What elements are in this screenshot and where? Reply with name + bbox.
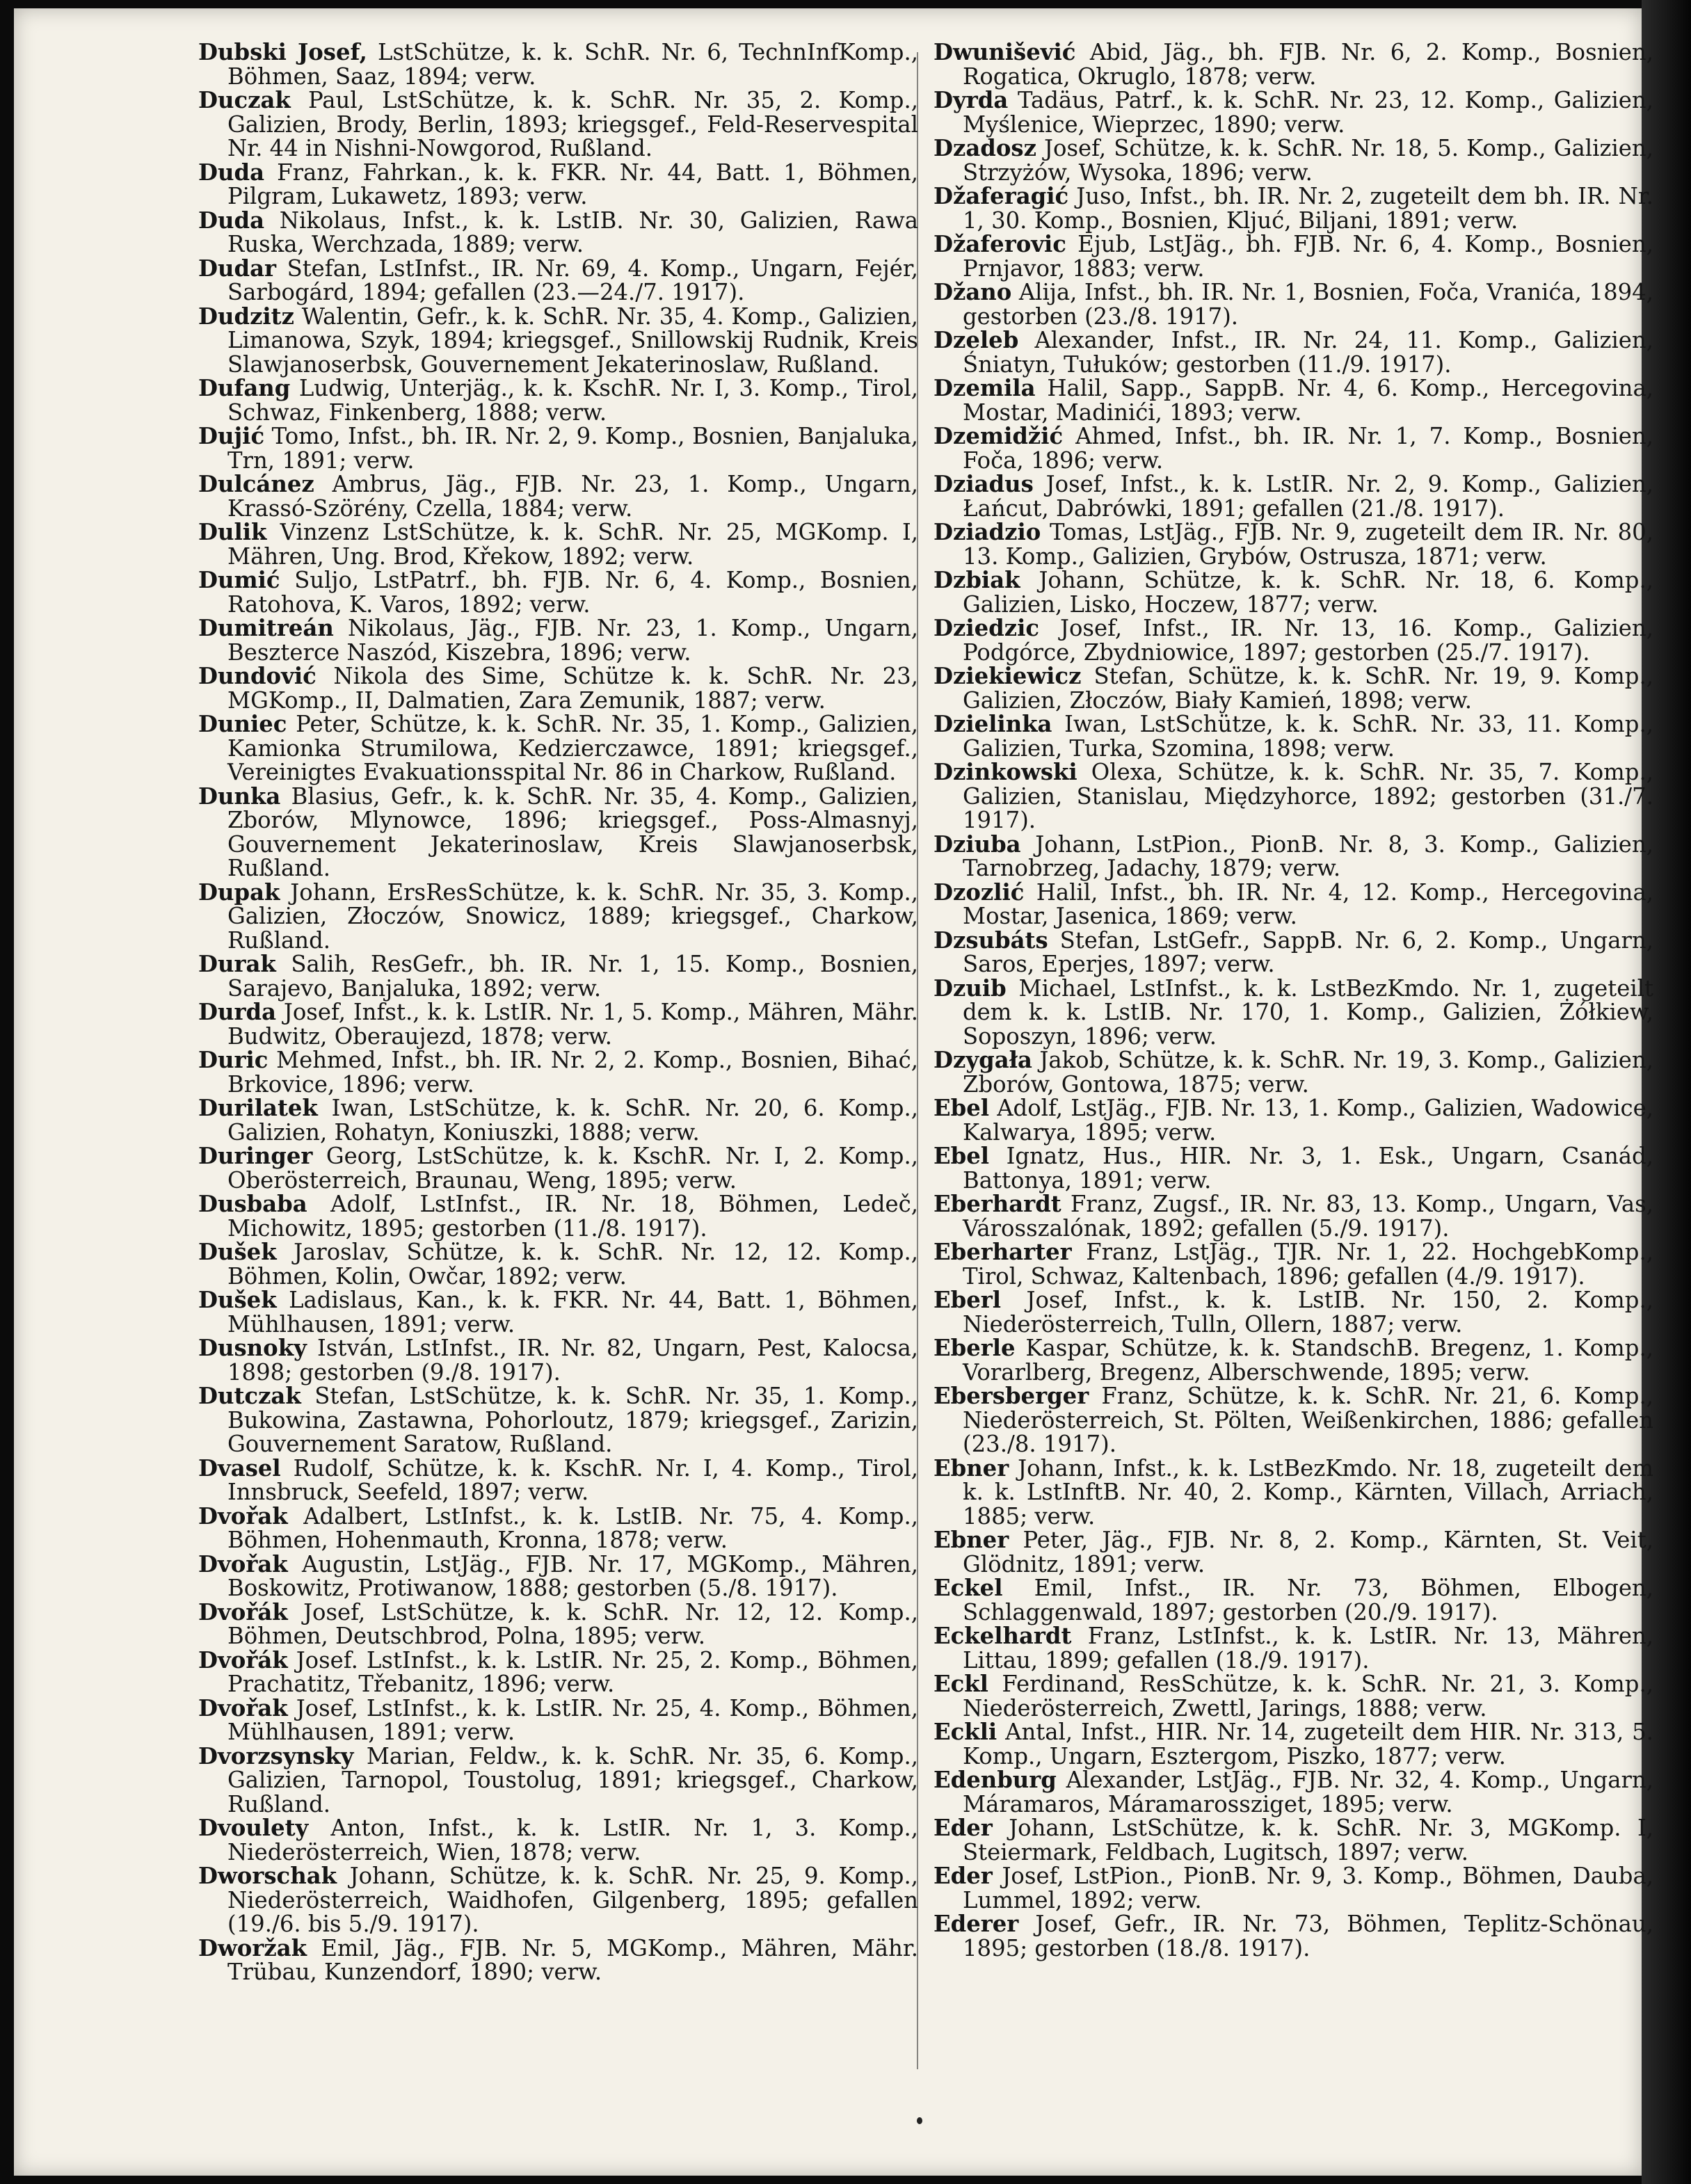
register-entry — [198, 1144, 918, 1192]
entry-details: Franz, LstInfst., k. k. LstIR. Nr. 13, Mähren, Littau, 1899; gefallen (18./9. 1917). — [963, 1623, 1653, 1673]
entry-surname: Dusbaba — [198, 1191, 307, 1217]
entry-surname: Dundović — [198, 663, 316, 689]
entry-surname: Eder — [933, 1863, 993, 1889]
entry-details: Johann, LstSchütze, k. k. SchR. Nr. 3, MGKomp. I, Steiermark, Feldbach, Lugitsch, 1897; verw. — [963, 1815, 1653, 1865]
entry-details: Stefan, LstInfst., IR. Nr. 69, 4. Komp., Ungarn, Fejér, Sarbogárd, 1894; gefallen (23.—24./7. 1917). — [227, 255, 918, 305]
register-entry — [198, 1648, 918, 1696]
entry-details: Stefan, LstSchütze, k. k. SchR. Nr. 35, 1. Komp., Bukowina, Zastawna, Pohorloutz, 1879; kriegsgef., Zarizin, Gouvernement Saratow, Rußland. — [227, 1383, 918, 1457]
entry-surname: Dupak — [198, 878, 280, 906]
register-entry — [933, 1336, 1653, 1384]
entry-details: Stefan, LstGefr., SappB. Nr. 6, 2. Komp., Ungarn, Saros, Eperjes, 1897; verw. — [963, 926, 1653, 977]
entry-details: Adalbert, LstInfst., k. k. LstIB. Nr. 75, 4. Komp., Böhmen, Hohenmauth, Kronna, 1878; verw. — [227, 1502, 918, 1553]
entry-details: Ignatz, Hus., HIR. Nr. 3, 1. Esk., Ungarn, Csanád, Battonya, 1891; verw. — [963, 1143, 1653, 1194]
entry-details: Josef, LstInfst., k. k. LstIR. Nr. 25, 4. Komp., Böhmen, Mühlhausen, 1891; verw. — [227, 1694, 918, 1745]
entry-surname: Dziedzic — [933, 615, 1040, 641]
entry-surname: Durilatek — [198, 1095, 318, 1121]
entry-surname: Eckli — [933, 1719, 997, 1745]
register-entry — [933, 1192, 1653, 1240]
entry-surname: Džano — [933, 279, 1012, 305]
entry-details: Abid, Jäg., bh. FJB. Nr. 6, 2. Komp., Bosnien, Rogatica, Okruglo, 1878; verw. — [963, 39, 1653, 90]
entry-details: Georg, LstSchütze, k. k. KschR. Nr. I, 2. Komp., Oberösterreich, Braunau, Weng, 1895; verw. — [227, 1143, 918, 1194]
entry-surname: Džaferagić — [933, 183, 1069, 209]
entry-details: Augustin, LstJäg., FJB. Nr. 17, MGKomp., Mähren, Boskowitz, Protiwanow, 1888; gestorben (5./8. 1917). — [227, 1550, 918, 1601]
entry-surname: Dyrda — [933, 87, 1009, 113]
entry-surname: Dvořak — [198, 1550, 288, 1577]
register-entry — [933, 376, 1653, 424]
register-entry — [933, 1672, 1653, 1720]
entry-surname: Dudzitz — [198, 303, 294, 330]
entry-surname: Dziadzio — [933, 519, 1041, 545]
register-entry — [933, 1864, 1653, 1912]
entry-surname: Dziekiewicz — [933, 663, 1082, 689]
entry-surname: Dulik — [198, 519, 267, 545]
entry-surname: Dvasel — [198, 1454, 281, 1482]
register-entry — [198, 40, 918, 88]
entry-surname: Eberl — [933, 1287, 1002, 1313]
entry-surname: Eckl — [933, 1671, 988, 1697]
entry-surname: Durak — [198, 951, 276, 977]
register-entry — [933, 1720, 1653, 1768]
entry-details: Johann, ErsResSchütze, k. k. SchR. Nr. 35, 3. Komp., Galizien, Złoczów, Snowicz, 1889; kriegsgef., Charkow, Rußland. — [227, 878, 918, 954]
entry-details: Iwan, LstSchütze, k. k. SchR. Nr. 20, 6. Komp., Galizien, Rohatyn, Koniuszki, 1888; verw. — [227, 1095, 918, 1146]
entry-details: Peter, Jäg., FJB. Nr. 8, 2. Komp., Kärnten, St. Veit, Glödnitz, 1891; verw. — [963, 1527, 1653, 1577]
register-entry — [198, 520, 918, 568]
register-entry — [933, 328, 1653, 376]
page-mark — [917, 2117, 922, 2124]
entry-surname: Eckelhardt — [933, 1623, 1072, 1649]
entry-details: Josef, Infst., IR. Nr. 13, 16. Komp., Galizien, Podgórce, Zbydniowice, 1897; gestorben (25./7. 1917). — [963, 615, 1653, 666]
register-entry — [933, 974, 1653, 1050]
entry-details: István, LstInfst., IR. Nr. 82, Ungarn, Pest, Kalocsa, 1898; gestorben (9./8. 1917). — [227, 1335, 918, 1386]
entry-surname: Dušek — [198, 1239, 277, 1265]
entry-details: Ahmed, Infst., bh. IR. Nr. 1, 7. Komp., Bosnien, Foča, 1896; verw. — [963, 423, 1653, 474]
register-entry — [198, 878, 918, 954]
register-entry — [933, 1576, 1653, 1624]
entry-surname: Dzeleb — [933, 327, 1019, 353]
register-entry — [198, 568, 918, 616]
entry-details: Franz, Zugsf., IR. Nr. 83, 13. Komp., Ungarn, Vas, Városszalónak, 1892; gefallen (5./9. 1917). — [963, 1191, 1653, 1242]
entry-details: Ladislaus, Kan., k. k. FKR. Nr. 44, Batt. 1, Böhmen, Mühlhausen, 1891; verw. — [227, 1287, 918, 1338]
register-entry — [198, 257, 918, 305]
register-entry — [933, 878, 1653, 929]
entry-details: Anton, Infst., k. k. LstIR. Nr. 1, 3. Komp., Niederösterreich, Wien, 1878; verw. — [227, 1815, 918, 1865]
entry-surname: Dworžak — [198, 1934, 307, 1961]
entry-surname: Ebersberger — [933, 1383, 1089, 1409]
register-entry — [198, 1864, 918, 1936]
register-entry — [198, 1816, 918, 1864]
register-entry — [198, 1288, 918, 1336]
entry-details: Nikolaus, Jäg., FJB. Nr. 23, 1. Komp., Ungarn, Beszterce Naszód, Kiszebra, 1896; verw. — [227, 615, 918, 666]
register-entry — [933, 616, 1653, 664]
register-entry — [198, 1192, 918, 1240]
entry-surname: Durda — [198, 999, 277, 1025]
register-entry — [933, 472, 1653, 520]
register-entry — [198, 161, 918, 209]
register-entry — [198, 1504, 918, 1552]
entry-details: Josef, LstPion., PionB. Nr. 9, 3. Komp., Böhmen, Dauba, Lummel, 1892; verw. — [963, 1863, 1653, 1913]
register-entry — [198, 1744, 918, 1817]
entry-surname: Dzinkowski — [933, 759, 1077, 785]
entry-surname: Dzsubáts — [933, 926, 1048, 954]
entry-details: Vinzenz LstSchütze, k. k. SchR. Nr. 25, MGKomp. I, Mähren, Ung. Brod, Křekow, 1892; verw. — [227, 519, 918, 570]
register-entry — [933, 1768, 1653, 1816]
entry-details: Alexander, LstJäg., FJB. Nr. 32, 4. Komp., Ungarn, Máramaros, Máramarossziget, 1895; verw. — [963, 1767, 1653, 1817]
register-entry — [198, 88, 918, 161]
entry-surname: Ebner — [933, 1454, 1009, 1482]
entry-details: Jaroslav, Schütze, k. k. SchR. Nr. 12, 12. Komp., Böhmen, Kolin, Owčar, 1892; verw. — [227, 1239, 918, 1290]
register-entry — [198, 472, 918, 520]
entry-details: Josef. LstInfst., k. k. LstIR. Nr. 25, 2. Komp., Böhmen, Prachatitz, Třebanitz, 1896; verw. — [227, 1646, 918, 1697]
register-entry — [198, 305, 918, 377]
register-entry — [933, 760, 1653, 833]
entry-surname: Duczak — [198, 87, 291, 113]
entry-details: Blasius, Gefr., k. k. SchR. Nr. 35, 4. Komp., Galizien, Zborów, Mlynowce, 1896; kriegsgef., Poss-Almasnyj, Gouvernement Jekaterinoslaw, Kreis Slawjanoserbsk, Rußland. — [227, 782, 918, 881]
register-entry — [933, 1096, 1653, 1144]
entry-details: Ejub, LstJäg., bh. FJB. Nr. 6, 4. Komp., Bosnien, Prnjavor, 1883; verw. — [963, 231, 1653, 282]
entry-details: Antal, Infst., HIR. Nr. 14, zugeteilt dem HIR. Nr. 313, 5. Komp., Ungarn, Esztergom, Piszko, 1877; verw. — [963, 1719, 1653, 1769]
register-entry — [933, 1528, 1653, 1576]
entry-surname: Dworschak — [198, 1863, 337, 1889]
entry-surname: Ebel — [933, 1143, 990, 1169]
left-column — [198, 40, 918, 1984]
entry-details: Tomas, LstJäg., FJB. Nr. 9, zugeteilt dem IR. Nr. 80, 13. Komp., Galizien, Grybów, Ostrusza, 1871; verw. — [963, 519, 1653, 570]
register-entry — [933, 424, 1653, 472]
entry-surname: Dziuba — [933, 830, 1021, 858]
entry-details: Halil, Sapp., SappB. Nr. 4, 6. Komp., Hercegovina, Mostar, Madinići, 1893; verw. — [963, 375, 1653, 426]
entry-details: Olexa, Schütze, k. k. SchR. Nr. 35, 7. Komp., Galizien, Stanislau, Międzyhorce, 1892; gestorben (31./7. 1917). — [963, 759, 1653, 833]
entry-details: Ludwig, Unterjäg., k. k. KschR. Nr. I, 3. Komp., Tirol, Schwaz, Finkenberg, 1888; verw. — [227, 375, 918, 426]
register-entry — [198, 1696, 918, 1744]
entry-surname: Edenburg — [933, 1767, 1057, 1793]
entry-surname: Duda — [198, 159, 264, 186]
entry-details: Josef, LstSchütze, k. k. SchR. Nr. 12, 12. Komp., Böhmen, Deutschbrod, Polna, 1895; verw. — [227, 1598, 918, 1649]
entry-surname: Dwunišević — [933, 39, 1076, 65]
register-entry — [933, 40, 1653, 88]
entry-details: Kaspar, Schütze, k. k. StandschB. Bregenz, 1. Komp., Vorarlberg, Bregenz, Alberschwende, 1895; verw. — [963, 1335, 1653, 1386]
entry-surname: Eder — [933, 1815, 993, 1841]
entry-surname: Dumitreán — [198, 615, 334, 641]
entry-surname: Duringer — [198, 1143, 313, 1169]
register-entry — [933, 1288, 1653, 1336]
entry-details: Ambrus, Jäg., FJB. Nr. 23, 1. Komp., Ungarn, Krassó-Szörény, Czella, 1884; verw. — [227, 471, 918, 522]
entry-details: Tomo, Infst., bh. IR. Nr. 2, 9. Komp., Bosnien, Banjaluka, Trn, 1891; verw. — [227, 423, 918, 474]
register-entry — [198, 782, 918, 881]
entry-surname: Dvořak — [198, 1502, 288, 1529]
entry-surname: Ebner — [933, 1527, 1009, 1553]
entry-details: Jakob, Schütze, k. k. SchR. Nr. 19, 3. Komp., Galizien, Zborów, Gontowa, 1875; verw. — [963, 1047, 1653, 1098]
register-entry — [198, 1000, 918, 1048]
register-entry — [933, 1048, 1653, 1096]
entry-details: Adolf, LstJäg., FJB. Nr. 13, 1. Komp., Galizien, Wadowice, Kalwarya, 1895; verw. — [963, 1095, 1653, 1146]
register-entry — [198, 1552, 918, 1600]
entry-details: Salih, ResGefr., bh. IR. Nr. 1, 15. Komp., Bosnien, Sarajevo, Banjaluka, 1892; verw. — [227, 951, 918, 1002]
entry-details: Michael, LstInfst., k. k. LstBezKmdo. Nr. 1, zugeteilt dem k. k. LstIB. Nr. 170, 1. Komp., Galizien, Żółkiew, Soposzyn, 1896; verw. — [963, 974, 1653, 1050]
entry-surname: Dzbiak — [933, 567, 1020, 593]
register-entry — [198, 1096, 918, 1144]
register-entry — [933, 1144, 1653, 1192]
register-entry — [933, 664, 1653, 712]
entry-surname: Dzielinka — [933, 711, 1052, 737]
entry-details: Johann, LstPion., PionB. Nr. 8, 3. Komp., Galizien, Tarnobrzeg, Jadachy, 1879; verw. — [963, 830, 1653, 881]
entry-details: Stefan, Schütze, k. k. SchR. Nr. 19, 9. Komp., Galizien, Złoczów, Biały Kamień, 1898; verw. — [963, 663, 1653, 714]
entry-surname: Eberharter — [933, 1239, 1072, 1265]
entry-details: Paul, LstSchütze, k. k. SchR. Nr. 35, 2. Komp., Galizien, Brody, Berlin, 1893; kriegsgef., Feld-Reservespital Nr. 44 in Nishni-Nowgorod, Rußland. — [227, 87, 918, 161]
register-entry — [933, 830, 1653, 881]
register-entry — [198, 1456, 918, 1504]
register-entry — [933, 712, 1653, 760]
entry-surname: Džaferovic — [933, 231, 1066, 257]
entry-details: Franz, Fahrkan., k. k. FKR. Nr. 44, Batt. 1, Böhmen, Pilgram, Lukawetz, 1893; verw. — [227, 159, 918, 209]
entry-surname: Dzozlić — [933, 878, 1025, 906]
entry-surname: Dvořák — [198, 1598, 288, 1625]
entry-details: Peter, Schütze, k. k. SchR. Nr. 35, 1. Komp., Galizien, Kamionka Strumilowa, Kedzierczawce, 1891; kriegsgef., Vereinigtes Evakuationsspital Nr. 86 in Charkow, Rußland. — [227, 711, 918, 785]
register-entry — [198, 1048, 918, 1096]
entry-details: Tadäus, Patrf., k. k. SchR. Nr. 23, 12. Komp., Galizien, Myślenice, Wieprzec, 1890; verw. — [963, 87, 1653, 138]
entry-surname: Dusnoky — [198, 1335, 307, 1361]
entry-details: Suljo, LstPatrf., bh. FJB. Nr. 6, 4. Komp., Bosnien, Ratohova, K. Varos, 1892; verw. — [227, 567, 918, 618]
entry-details: Ferdinand, ResSchütze, k. k. SchR. Nr. 21, 3. Komp., Niederösterreich, Zwettl, Jarings, 1888; verw. — [963, 1671, 1653, 1721]
register-entry — [933, 926, 1653, 977]
register-entry — [933, 1384, 1653, 1456]
entry-details: Josef, Schütze, k. k. SchR. Nr. 18, 5. Komp., Galizien, Strzyżów, Wysoka, 1896; verw. — [963, 135, 1653, 186]
register-entry — [198, 712, 918, 785]
entry-details: Rudolf, Schütze, k. k. KschR. Nr. I, 4. Komp., Tirol, Innsbruck, Seefeld, 1897; verw. — [227, 1454, 918, 1505]
register-entry — [933, 136, 1653, 184]
entry-details: Josef, Gefr., IR. Nr. 73, Böhmen, Teplitz-Schönau, 1895; gestorben (18./8. 1917). — [963, 1911, 1653, 1961]
entry-details: Halil, Infst., bh. IR. Nr. 4, 12. Komp., Hercegovina, Mostar, Jasenica, 1869; verw. — [963, 878, 1653, 929]
entry-surname: Dzadosz — [933, 135, 1036, 161]
entry-surname: Dujić — [198, 423, 265, 449]
register-entry — [933, 1240, 1653, 1288]
entry-details: Johann, Infst., k. k. LstBezKmdo. Nr. 18, zugeteilt dem k. k. LstInftB. Nr. 40, 2. Komp., Kärnten, Villach, Arriach, 1885; verw. — [963, 1454, 1653, 1529]
entry-details: Juso, Infst., bh. IR. Nr. 2, zugeteilt dem bh. IR. Nr. 1, 30. Komp., Bosnien, Kljuć, Biljani, 1891; verw. — [963, 183, 1653, 234]
register-entry — [198, 424, 918, 472]
entry-surname: Dzemidžić — [933, 423, 1064, 449]
entry-surname: Dvorzsynsky — [198, 1742, 354, 1769]
entry-details: Franz, Schütze, k. k. SchR. Nr. 21, 6. Komp., Niederösterreich, St. Pölten, Weißenkirchen, 1886; gefallen (23./8. 1917). — [963, 1383, 1653, 1457]
entry-details: Johann, Schütze, k. k. SchR. Nr. 18, 6. Komp., Galizien, Lisko, Hoczew, 1877; verw. — [963, 567, 1653, 618]
entry-surname: Dubski Josef, — [198, 39, 367, 65]
register-entry — [933, 1912, 1653, 1960]
register-entry — [933, 184, 1653, 232]
entry-details: Emil, Jäg., FJB. Nr. 5, MGKomp., Mähren, Mähr. Trübau, Kunzendorf, 1890; verw. — [227, 1934, 918, 1985]
entry-details: Josef, Infst., k. k. LstIB. Nr. 150, 2. Komp., Niederösterreich, Tulln, Ollern, 1887; verw. — [963, 1287, 1653, 1338]
entry-surname: Duda — [198, 207, 264, 234]
register-entry — [933, 1456, 1653, 1529]
entry-surname: Dumić — [198, 567, 280, 593]
register-entry — [198, 664, 918, 712]
register-entry — [198, 616, 918, 664]
entry-surname: Ebel — [933, 1095, 990, 1121]
register-entry — [198, 1936, 918, 1984]
register-entry — [198, 952, 918, 1000]
entry-surname: Ederer — [933, 1911, 1019, 1937]
entry-details: Marian, Feldw., k. k. SchR. Nr. 35, 6. Komp., Galizien, Tarnopol, Toustolug, 1891; kriegsgef., Charkow, Rußland. — [227, 1742, 918, 1817]
entry-surname: Eberle — [933, 1335, 1016, 1361]
entry-details: Franz, LstJäg., TJR. Nr. 1, 22. HochgebKomp., Tirol, Schwaz, Kaltenbach, 1896; gefallen (4./9. 1917). — [963, 1239, 1653, 1290]
entry-details: LstSchütze, k. k. SchR. Nr. 6, TechnInfKomp., Böhmen, Saaz, 1894; verw. — [227, 39, 918, 90]
entry-details: Mehmed, Infst., bh. IR. Nr. 2, 2. Komp., Bosnien, Bihać, Brkovice, 1896; verw. — [227, 1047, 918, 1098]
entry-surname: Eckel — [933, 1575, 1003, 1601]
entry-surname: Dudar — [198, 255, 277, 282]
entry-details: Alexander, Infst., IR. Nr. 24, 11. Komp., Galizien, Śniatyn, Tułuków; gestorben (11./9. 1917). — [963, 327, 1653, 378]
entry-surname: Dvoulety — [198, 1815, 309, 1841]
entry-surname: Dzygała — [933, 1047, 1032, 1073]
register-entry — [933, 1624, 1653, 1672]
entry-details: Walentin, Gefr., k. k. SchR. Nr. 35, 4. Komp., Galizien, Limanowa, Szyk, 1894; kriegsgef., Snillowskij Rudnik, Kreis Slawjanoserbsk, Gouvernement Jekaterinoslaw, Rußland. — [227, 303, 918, 378]
register-entry — [198, 376, 918, 424]
entry-surname: Dušek — [198, 1287, 277, 1313]
register-entry — [933, 280, 1653, 328]
entry-details: Emil, Infst., IR. Nr. 73, Böhmen, Elbogen, Schlaggenwald, 1897; gestorben (20./9. 1917). — [963, 1575, 1653, 1625]
register-entry — [933, 88, 1653, 136]
entry-surname: Dulcánez — [198, 471, 314, 497]
register-entry — [933, 232, 1653, 280]
entry-surname: Dutczak — [198, 1383, 301, 1409]
register-entry — [933, 568, 1653, 616]
entry-surname: Duniec — [198, 711, 287, 737]
entry-details: Josef, Infst., k. k. LstIR. Nr. 2, 9. Komp., Galizien, Łańcut, Dabrówki, 1891; gefallen (21./8. 1917). — [963, 471, 1653, 522]
register-entry — [198, 1336, 918, 1384]
entry-details: Josef, Infst., k. k. LstIR. Nr. 1, 5. Komp., Mähren, Mähr. Budwitz, Oberaujezd, 1878; verw. — [227, 999, 918, 1050]
entry-surname: Dzuib — [933, 974, 1007, 1002]
entry-details: Alija, Infst., bh. IR. Nr. 1, Bosnien, Foča, Vranića, 1894, gestorben (23./8. 1917). — [963, 279, 1653, 330]
entry-surname: Dziadus — [933, 471, 1034, 497]
entry-surname: Dvořák — [198, 1646, 288, 1673]
entry-details: Adolf, LstInfst., IR. Nr. 18, Böhmen, Ledeč, Michowitz, 1895; gestorben (11./8. 1917). — [227, 1191, 918, 1242]
register-entry — [198, 1384, 918, 1456]
register-entry — [198, 209, 918, 257]
entry-surname: Dzemila — [933, 375, 1036, 401]
register-entry — [198, 1600, 918, 1648]
register-entry — [933, 520, 1653, 568]
entry-details: Iwan, LstSchütze, k. k. SchR. Nr. 33, 11. Komp., Galizien, Turka, Szomina, 1898; verw. — [963, 711, 1653, 762]
register-entry — [198, 1240, 918, 1288]
entry-surname: Eberhardt — [933, 1191, 1061, 1217]
entry-surname: Dunka — [198, 782, 281, 810]
entry-details: Nikola des Sime, Schütze k. k. SchR. Nr. 23, MGKomp., II, Dalmatien, Zara Zemunik, 1887; verw. — [227, 663, 918, 714]
entry-details: Johann, Schütze, k. k. SchR. Nr. 25, 9. Komp., Niederösterreich, Waidhofen, Gilgenberg, 1895; gefallen (19./6. bis 5./9. 1917). — [227, 1863, 918, 1937]
register-entry — [933, 1816, 1653, 1864]
right-column — [933, 40, 1653, 1960]
entry-surname: Dvořak — [198, 1694, 288, 1721]
entry-surname: Duric — [198, 1047, 269, 1073]
entry-surname: Dufang — [198, 375, 291, 401]
entry-details: Nikolaus, Infst., k. k. LstIB. Nr. 30, Galizien, Rawa Ruska, Werchzada, 1889; verw. — [227, 207, 918, 257]
